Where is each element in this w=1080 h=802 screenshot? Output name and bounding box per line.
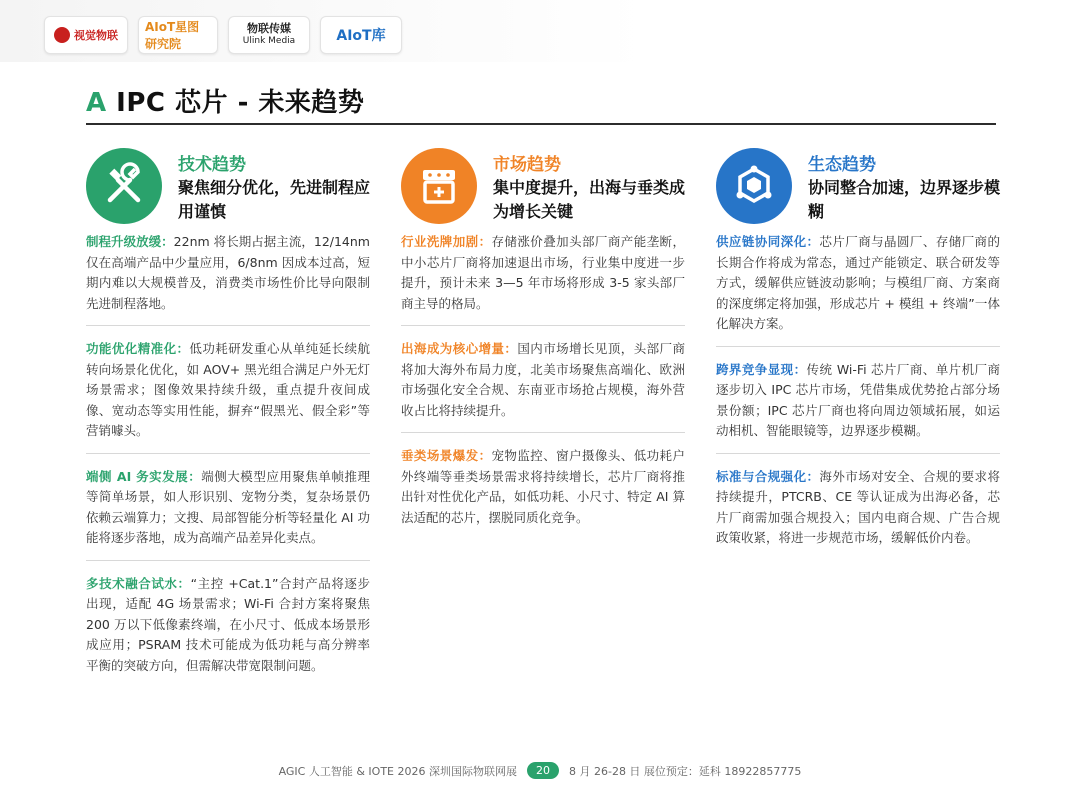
trend-item xyxy=(86,574,370,677)
item-label: 端侧 AI 务实发展： xyxy=(86,468,202,484)
title-main: IPC 芯片 - 未来趋势 xyxy=(106,88,365,118)
footer xyxy=(0,762,1080,779)
title-divider xyxy=(86,123,996,125)
trend-item xyxy=(716,232,1000,335)
column-heading: 生态趋势 xyxy=(808,155,876,175)
logo-text: AIoT库 xyxy=(336,28,386,44)
logo-aiotku xyxy=(320,16,402,54)
divider xyxy=(86,325,370,326)
column-heading: 市场趋势 xyxy=(493,155,561,175)
trend-item xyxy=(716,467,1000,549)
network-icon xyxy=(716,148,792,224)
item-text: 存储涨价叠加头部厂商产能垄断，中小芯片厂商将加速退出市场，行业集中度进一步提升，预计未来 3—5 年市场将形成 3-5 家头部厂商主导的格局。 xyxy=(401,234,685,311)
title-prefix: A xyxy=(86,88,107,118)
page-title xyxy=(86,82,364,119)
column-header xyxy=(401,146,685,232)
divider xyxy=(401,325,685,326)
item-label: 多技术融合试水： xyxy=(86,575,191,591)
column-header xyxy=(86,146,370,232)
item-text: 低功耗研发重心从单纯延长续航转向场景化优化，如 AOV+ 黑光组合满足户外无灯场景需求；图像效果持续升级，重点提升夜间成像、宽动态等实用性能，摒弃“假黑光、假全彩”等营销噱头。 xyxy=(86,341,370,438)
partner-logos xyxy=(44,16,402,54)
divider xyxy=(86,453,370,454)
item-text: 国内市场增长见顶，头部厂商将加大海外布局力度，北美市场聚焦高端化、欧洲市场强化安全合规、东南亚市场抢占规模，海外营收占比将持续提升。 xyxy=(401,341,685,418)
item-label: 出海成为核心增量： xyxy=(401,341,518,356)
tools-icon xyxy=(86,148,162,224)
item-label: 标准与合规强化： xyxy=(716,468,820,484)
trend-item xyxy=(401,446,685,528)
storefront-icon xyxy=(401,148,477,224)
item-text: 海外市场对安全、合规的要求将持续提升，PTCRB、CE 等认证成为出海必备，芯片厂商需加强合规投入；国内电商合规、广告合规政策收紧，将进一步规范市场，缓解低价内卷。 xyxy=(716,468,1000,545)
item-text: “主控 +Cat.1”合封产品将逐步出现，适配 4G 场景需求；Wi-Fi 合封方案将聚焦 200 万以下低像素终端，在小尺寸、低成本场景形成应用；PSRAM 技术可能成为低功耗与高分辨率平衡的突破方向，但需解决带宽限制问题。 xyxy=(86,575,370,673)
trend-item xyxy=(401,232,685,314)
item-label: 供应链协同深化： xyxy=(716,234,820,249)
divider xyxy=(716,453,1000,454)
item-text: 22nm 将长期占据主流，12/14nm 仅在高端产品中少量应用，6/8nm 因成本过高，短期内难以大规模普及，消费类市场性价比导向限制先进制程落地。 xyxy=(86,234,370,311)
item-label: 垂类场景爆发： xyxy=(401,448,492,463)
logo-text: 物联传媒 xyxy=(247,22,291,35)
footer-event: AGIC 人工智能 & IOTE 2026 深圳国际物联网展 xyxy=(278,764,517,778)
item-label: 跨界竞争显现： xyxy=(716,361,807,377)
item-text: 宠物监控、窗户摄像头、低功耗户外终端等垂类场景需求将持续增长，芯片厂商将推出针对性优化产品，如低功耗、小尺寸、特定 AI 算法适配的芯片，摆脱同质化竞争。 xyxy=(401,448,685,525)
logo-text: 视觉物联 xyxy=(74,29,118,42)
page-number: 20 xyxy=(527,762,559,779)
trend-item xyxy=(86,467,370,549)
column-tech-trend xyxy=(86,146,370,676)
item-label: 行业洗牌加剧： xyxy=(401,234,492,249)
item-label: 功能优化精准化： xyxy=(86,341,190,356)
divider xyxy=(86,560,370,561)
logo-wulian-media xyxy=(228,16,310,54)
logo-shijue xyxy=(44,16,128,54)
column-subheading: 集中度提升，出海与垂类成为增长关键 xyxy=(493,178,686,221)
logo-aiot-xingtu xyxy=(138,16,218,54)
item-text: 传统 Wi-Fi 芯片厂商、单片机厂商逐步切入 IPC 芯片市场，凭借集成优势抢占部分场景份额；IPC 芯片厂商也将向周边领域拓展，如运动相机、智能眼镜等，边界逐步模糊。 xyxy=(716,361,1000,438)
divider xyxy=(401,432,685,433)
logo-subtext: Ulink Media xyxy=(242,36,296,46)
column-heading: 技术趋势 xyxy=(178,155,246,175)
column-header xyxy=(716,146,1000,232)
column-subheading: 聚焦细分优化，先进制程应用谨慎 xyxy=(178,178,371,221)
column-subheading: 协同整合加速，边界逐步模糊 xyxy=(808,178,1001,221)
logo-text: AIoT星图 研究院 xyxy=(145,20,200,51)
trend-item xyxy=(86,232,370,314)
trend-item xyxy=(86,339,370,442)
item-text: 芯片厂商与晶圆厂、存储厂商的长期合作将成为常态，通过产能锁定、联合研发等方式，缓解供应链波动影响；与模组厂商、方案商的深度绑定将加强，形成芯片 + 模组 + 终端”一体化解决方案。 xyxy=(716,234,1000,331)
column-ecosystem-trend xyxy=(716,146,1000,549)
trend-item xyxy=(401,339,685,421)
column-market-trend xyxy=(401,146,685,528)
logo-mark-icon xyxy=(54,27,70,43)
trend-item xyxy=(716,360,1000,442)
footer-booking: 8 月 26-28 日 展位预定：延科 18922857775 xyxy=(568,764,802,778)
divider xyxy=(716,346,1000,347)
item-label: 制程升级放缓： xyxy=(86,234,174,249)
item-text: 端侧大模型应用聚焦单帧推理等简单场景，如人形识别、宠物分类，复杂场景仍依赖云端算力；文搜、局部智能分析等轻量化 AI 功能将逐步落地，成为高端产品差异化卖点。 xyxy=(86,468,370,545)
